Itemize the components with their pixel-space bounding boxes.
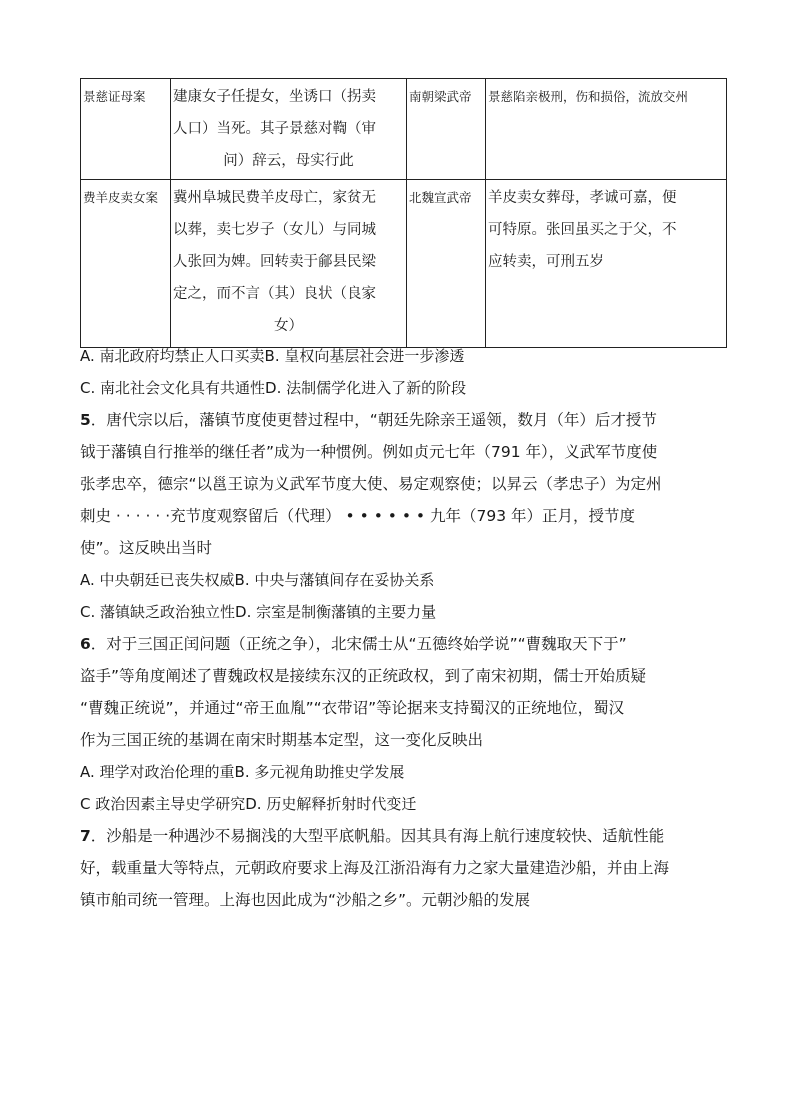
option-row [80,596,720,628]
option-c[interactable]: C 政治因素主导史学研究 [80,795,246,813]
option-b[interactable]: B. 皇权向基层社会进一步渗透 [264,347,465,365]
case-facts-cell [171,180,407,348]
ruling-cell [486,180,727,348]
option-d[interactable]: D. 宗室是制衡藩镇的主要力量 [235,603,437,621]
ruling-line: 羊皮卖女葬母，孝诚可嘉，便 [488,190,677,206]
question-6-line: “曹魏正统说”，并通过“帝王血胤”“衣带诏”等论据来支持蜀汉的正统地位，蜀汉 [80,699,625,717]
legal-cases-table [80,78,727,348]
question-6-line: 作为三国正统的基调在南宋时期基本定型，这一变化反映出 [80,731,484,749]
option-d[interactable]: D. 法制儒学化进入了新的阶段 [265,379,467,397]
ruler-cell: 南朝梁武帝 [407,79,486,180]
question-7-line [80,820,720,852]
option-a[interactable]: A. 理学对政治伦理的重 [80,763,235,781]
case-facts-line: 问）辞云，母实行此 [223,153,354,169]
question-text: ．唐代宗以后，藩镇节度使更替过程中，“朝廷先除亲王遥领，数月（年）后才授节 [90,411,657,429]
case-facts-line: 以葬，卖七岁子（女儿）与同城 [173,222,376,238]
question-number: 7 [80,827,91,845]
option-row [80,564,720,596]
question-6-line: 盗手”等角度阐述了曹魏政权是接续东汉的正统政权，到了南宋初期，儒士开始质疑 [80,667,647,685]
case-facts-line: 人口）当死。其子景慈对鞫（审 [173,121,376,137]
questions-body [80,340,720,916]
option-row [80,372,720,404]
case-facts-line: 定之，而不言（其）良状（良家 [173,286,376,302]
ruling-line: 可特原。张回虽买之于父，不 [488,222,677,238]
question-number: 5 [80,411,91,429]
case-name-cell: 费羊皮卖女案 [81,180,171,348]
option-row [80,340,720,372]
case-name-cell: 景慈证母案 [81,79,171,180]
table-row [81,79,727,180]
question-5-line: 刺史 · · · · · ·充节度观察留后（代理） • • • • • • 九年（793 年）正月，授节度 [80,507,635,525]
ruling-line: 景慈陷亲极刑，伤和损俗，流放交州 [488,89,689,104]
table-row [81,180,727,348]
option-c[interactable]: C. 南北社会文化具有共通性 [80,379,266,397]
case-facts-line: 冀州阜城民费羊皮母亡，家贫无 [173,190,376,206]
option-c[interactable]: C. 藩镇缺乏政治独立性 [80,603,236,621]
question-5-line: 张孝忠卒，德宗“以邕王谅为义武军节度大使、易定观察使；以昇云（孝忠子）为定州 [80,475,662,493]
option-b[interactable]: B. 中央与藩镇间存在妥协关系 [234,571,435,589]
ruler-cell: 北魏宣武帝 [407,180,486,348]
option-b[interactable]: B. 多元视角助推史学发展 [234,763,405,781]
option-a[interactable]: A. 中央朝廷已丧失权威 [80,571,235,589]
question-5-line: 钺于藩镇自行推举的继任者”成为一种惯例。例如贞元七年（791 年），义武军节度使 [80,443,658,461]
question-text: ．沙船是一种遇沙不易搁浅的大型平底帆船。因其具有海上航行速度较快、适航性能 [90,827,665,845]
option-row [80,756,720,788]
option-row [80,788,720,820]
question-7-line: 镇市舶司统一管理。上海也因此成为“沙船之乡”。元朝沙船的发展 [80,891,531,909]
question-text: ．对于三国正闰问题（正统之争），北宋儒士从“五德终始学说”“曹魏取天下于” [90,635,627,653]
question-5-line [80,404,720,436]
case-facts-line: 女） [274,318,303,334]
case-facts-line: 人张回为婢。回转卖于鄃县民梁 [173,254,376,270]
question-5-line: 使”。这反映出当时 [80,539,213,557]
ruling-line: 应转卖，可刑五岁 [488,254,604,270]
ruling-cell [486,79,727,180]
option-d[interactable]: D. 历史解释折射时代变迁 [245,795,417,813]
question-6-line [80,628,720,660]
case-facts-line: 建康女子任提女，坐诱口（拐卖 [173,89,376,105]
case-facts-cell [171,79,407,180]
question-number: 6 [80,635,91,653]
question-7-line: 好，载重量大等特点，元朝政府要求上海及江浙沿海有力之家大量建造沙船，并由上海 [80,859,670,877]
option-a[interactable]: A. 南北政府均禁止人口买卖 [80,347,265,365]
